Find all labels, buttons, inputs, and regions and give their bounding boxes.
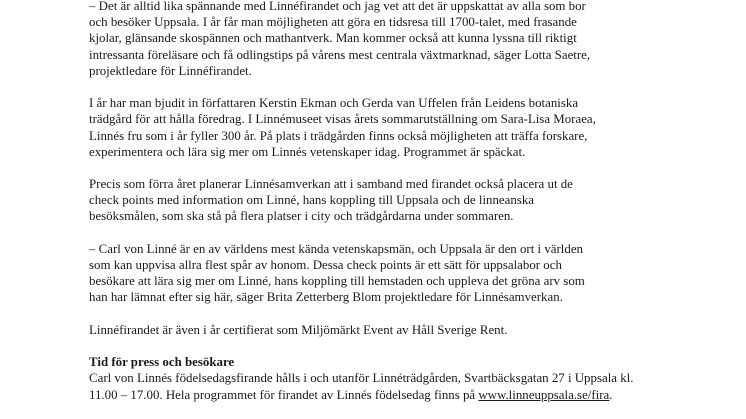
text-line: Precis som förra året planerar Linnésamverkan att i samband med firandet också placera ut de [89, 177, 573, 192]
text-line: – Det är alltid lika spännande med Linnéfirandet och jag vet att det är uppskattat av alla som bor [89, 0, 586, 13]
press-line-program [89, 387, 721, 403]
paragraph-certification [89, 322, 721, 338]
text-line: experimentera och lära sig mer om Linnés vetenskaper idag. Programmet är späckat. [89, 144, 526, 159]
press-heading: Tid för press och besökare [89, 355, 235, 370]
text-line: intressanta föreläsare och få odlingstips på vårens mest centrala växtmarknad, säger Lotta Saetre, [89, 47, 591, 62]
paragraph-quote-lotta [89, 0, 721, 79]
program-link[interactable]: www.linneuppsala.se/fira [478, 387, 610, 402]
press-line-suffix: . [609, 387, 613, 402]
press-line-location: Carl von Linnés födelsedagsfirande hålls i och utanför Linnéträdgården, Svartbäcksgatan 27 i Uppsala kl. [89, 371, 634, 386]
text-line: kjolar, glänsande skospännen och mathantverk. Man kommer också att kunna lyssna till riktigt [89, 31, 577, 46]
text-line: Linnéfirandet är även i år certifierat som Miljömärkt Event av Håll Sverige Rent. [89, 322, 508, 337]
press-section [89, 354, 721, 403]
text-line: besöksmålen, som ska stå på flera platser i city och trädgårdarna under sommaren. [89, 209, 514, 224]
paragraph-check-points [89, 176, 721, 225]
text-line: och besöker Uppsala. I år får man möjligheten att göra en tidsresa till 1700-talet, med frasande [89, 15, 577, 30]
text-line: projektledare för Linnéfirandet. [89, 63, 252, 78]
text-line: Linnés fru som i år fyller 300 år. På plats i trädgården finns också möjligheten att träffa forskare, [89, 128, 588, 143]
text-line: han har lämnat efter sig här, säger Brita Zetterberg Blom projektledare för Linnésamverkan. [89, 290, 563, 305]
paragraph-quote-brita [89, 241, 721, 306]
document-body [89, 0, 721, 403]
text-line: trädgård för att hålla föredrag. I Linnémuseet visas årets sommarutställning om Sara-Lisa Moraea, [89, 112, 596, 127]
text-line: besökare att lära sig mer om Linné, hans koppling till hemstaden och uppleva det gröna arv som [89, 274, 585, 289]
press-line-prefix: 11.00 – 17.00. Hela programmet för firandet av Linnés födelsedag finns på [89, 387, 479, 402]
paragraph-speakers [89, 95, 721, 160]
text-line: I år har man bjudit in författaren Kerstin Ekman och Gerda van Uffelen från Leidens botaniska [89, 96, 579, 111]
text-line: som kan uppvisa allra flest spår av honom. Dessa check points är ett sätt för uppsalabor och [89, 258, 562, 272]
text-line: – Carl von Linné är en av världens mest kända vetenskapsmän, och Uppsala är den ort i världen [89, 241, 583, 256]
text-line: check points med information om Linné, hans koppling till Uppsala och de linneanska [89, 193, 534, 208]
